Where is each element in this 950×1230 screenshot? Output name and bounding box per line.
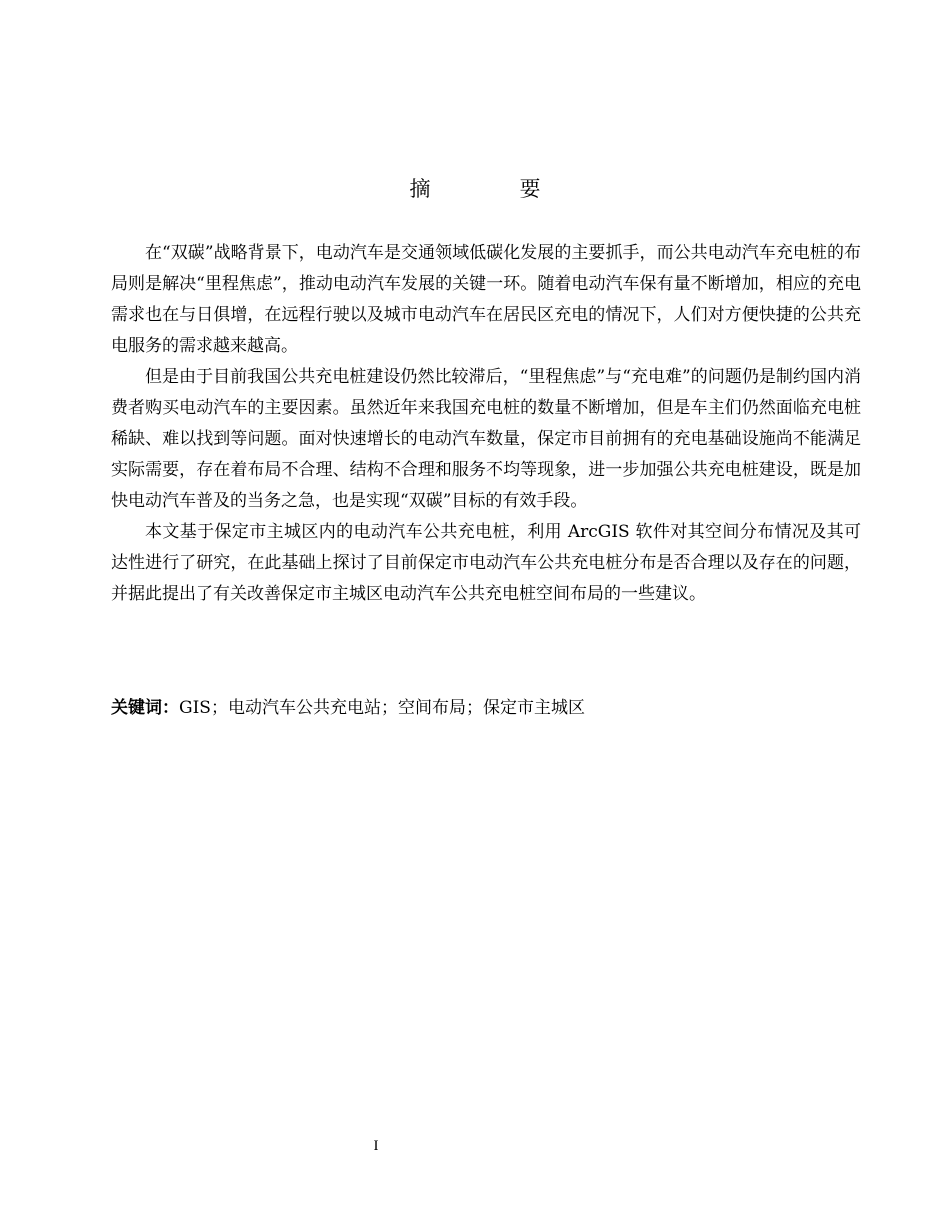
keywords-line <box>111 693 861 724</box>
abstract-paragraph-1: 在“双碳”战略背景下，电动汽车是交通领域低碳化发展的主要抓手，而公共电动汽车充电桩的布局则是解决“里程焦虑”，推动电动汽车发展的关键一环。随着电动汽车保有量不断增加，相应的充电需求也在与日俱增，在远程行驶以及城市电动汽车在居民区充电的情况下，人们对方便快捷的公共充电服务的需求越来越高。 <box>111 243 861 356</box>
keywords-label: 关键词： <box>111 698 179 718</box>
page-number: I <box>373 1138 379 1154</box>
abstract-paragraph-3: 本文基于保定市主城区内的电动汽车公共充电桩，利用 ArcGIS 软件对其空间分布情况及其可达性进行了研究，在此基础上探讨了目前保定市电动汽车公共充电桩分布是否合理以及存在的问题，并据此提出了有关改善保定市主城区电动汽车公共充电桩空间布局的一些建议。 <box>111 522 861 604</box>
abstract-body <box>111 238 861 610</box>
abstract-title: 摘 要 <box>409 177 575 201</box>
keywords-value: GIS；电动汽车公共充电站；空间布局；保定市主城区 <box>179 698 585 718</box>
abstract-paragraph-2: 但是由于目前我国公共充电桩建设仍然比较滞后，“里程焦虑”与“充电难”的问题仍是制约国内消费者购买电动汽车的主要因素。虽然近年来我国充电桩的数量不断增加，但是车主们仍然面临充电桩稀缺、难以找到等问题。面对快速增长的电动汽车数量，保定市目前拥有的充电基础设施尚不能满足实际需要，存在着布局不合理、结构不合理和服务不均等现象，进一步加强公共充电桩建设，既是加快电动汽车普及的当务之急，也是实现“双碳”目标的有效手段。 <box>111 367 861 511</box>
